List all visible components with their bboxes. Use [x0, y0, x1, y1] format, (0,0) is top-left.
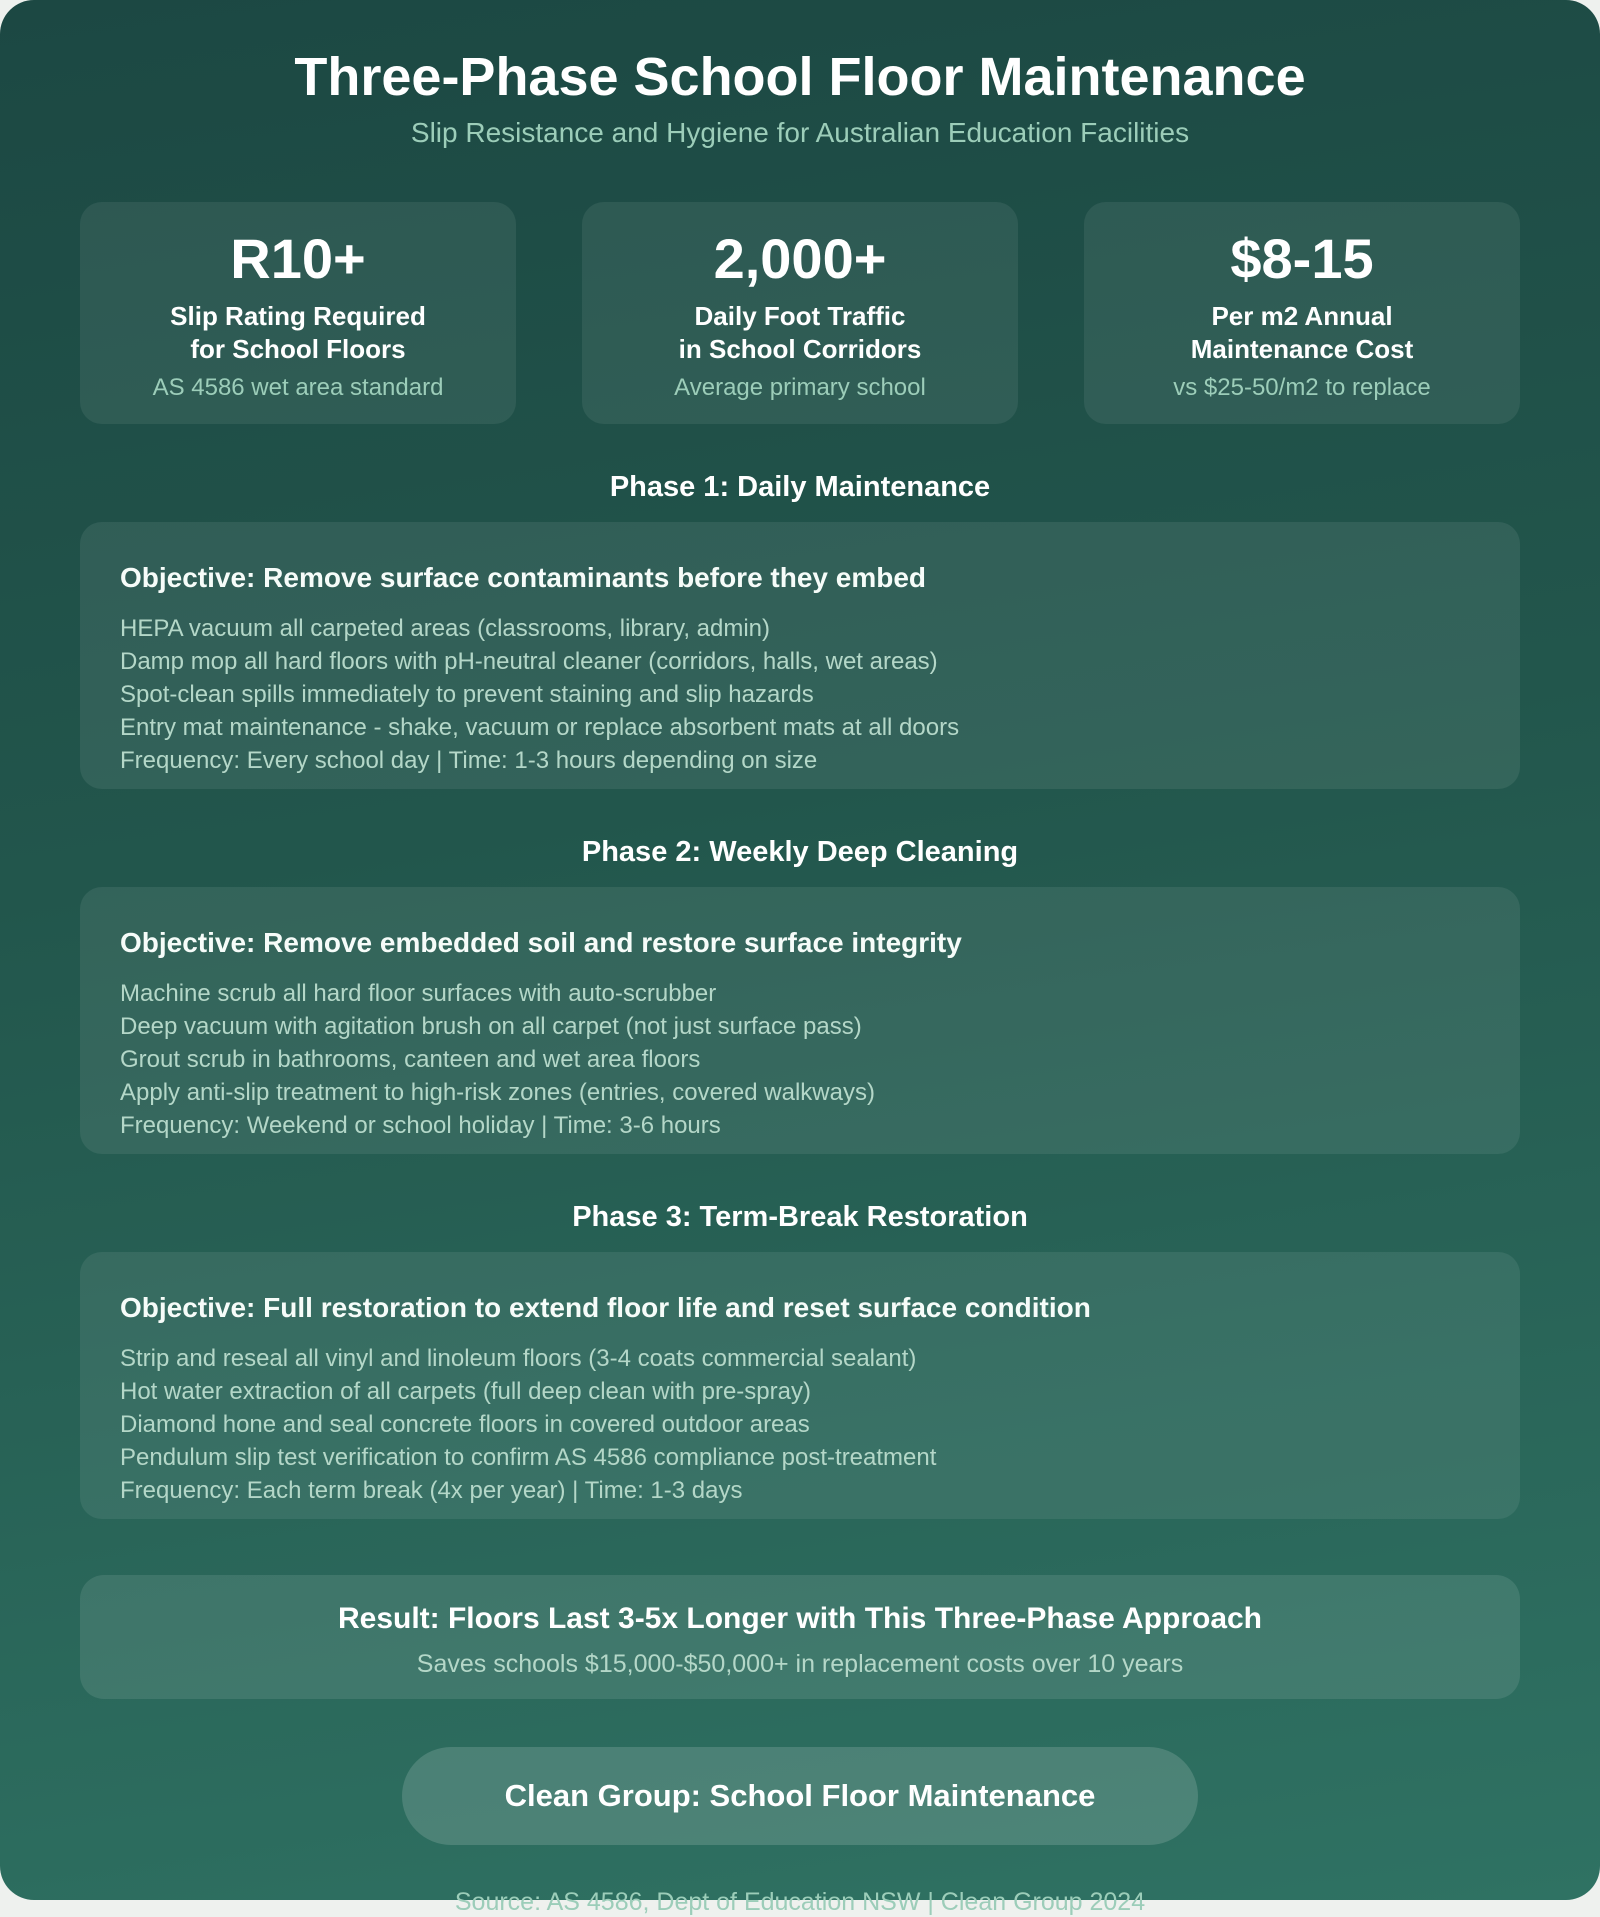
- stat-label: [1102, 300, 1502, 366]
- phase-3-heading: Phase 3: Term-Break Restoration: [572, 1201, 1028, 1233]
- result-box: [80, 1575, 1520, 1699]
- stat-label: [98, 300, 498, 366]
- stat-card-foot-traffic: [582, 202, 1018, 424]
- stat-label-line: Maintenance Cost: [1190, 334, 1414, 364]
- stat-card-slip-rating: [80, 202, 516, 424]
- clean-group-badge-button[interactable]: [402, 1747, 1198, 1845]
- phase-frequency: Frequency: Every school day | Time: 1-3 hours depending on size: [120, 747, 818, 774]
- stat-label: [600, 300, 1000, 366]
- page-subtitle: Slip Resistance and Hygiene for Australian Education Facilities: [410, 117, 1190, 148]
- stat-note: vs $25-50/m2 to replace: [1173, 374, 1431, 401]
- stat-value: R10+: [230, 227, 366, 290]
- stat-card-maintenance-cost: [1084, 202, 1520, 424]
- phase-task: Damp mop all hard floors with pH-neutral cleaner (corridors, halls, wet areas): [120, 648, 938, 675]
- stat-label-line: Daily Foot Traffic: [694, 301, 906, 331]
- stat-label-line: in School Corridors: [678, 334, 922, 364]
- stats-row: [80, 202, 1520, 424]
- stat-label-line: Slip Rating Required: [170, 301, 426, 331]
- stat-label-line: for School Floors: [190, 334, 406, 364]
- phase-task: Machine scrub all hard floor surfaces with auto-scrubber: [120, 980, 717, 1007]
- phase-task: Hot water extraction of all carpets (full deep clean with pre-spray): [120, 1378, 811, 1405]
- stat-value: 2,000+: [713, 227, 887, 290]
- phase-objective: Objective: Remove embedded soil and restore surface integrity: [120, 927, 962, 958]
- phase-task: Apply anti-slip treatment to high-risk zones (entries, covered walkways): [120, 1079, 875, 1106]
- phase-task: Spot-clean spills immediately to prevent staining and slip hazards: [120, 681, 814, 708]
- phase-task: Pendulum slip test verification to confirm AS 4586 compliance post-treatment: [120, 1444, 937, 1471]
- phase-frequency: Frequency: Each term break (4x per year) | Time: 1-3 days: [120, 1477, 743, 1504]
- result-title: Result: Floors Last 3-5x Longer with This Three-Phase Approach: [337, 1602, 1263, 1635]
- phase-1-panel: [80, 522, 1520, 789]
- stat-value: $8-15: [1230, 227, 1374, 290]
- phase-task: Grout scrub in bathrooms, canteen and wet area floors: [120, 1046, 701, 1073]
- phase-task: Diamond hone and seal concrete floors in covered outdoor areas: [120, 1411, 810, 1438]
- content-column: [80, 46, 1520, 1917]
- result-subtitle: Saves schools $15,000-$50,000+ in replacement costs over 10 years: [416, 1650, 1184, 1678]
- phase-task: Entry mat maintenance - shake, vacuum or replace absorbent mats at all doors: [120, 714, 960, 741]
- phase-task: Strip and reseal all vinyl and linoleum floors (3-4 coats commercial sealant): [120, 1345, 917, 1372]
- stat-note: Average primary school: [674, 374, 926, 401]
- phase-frequency: Frequency: Weekend or school holiday | Time: 3-6 hours: [120, 1112, 721, 1139]
- phase-objective: Objective: Remove surface contaminants before they embed: [120, 562, 927, 593]
- page-title: Three-Phase School Floor Maintenance: [294, 47, 1306, 107]
- phase-task: Deep vacuum with agitation brush on all carpet (not just surface pass): [120, 1013, 862, 1040]
- phase-2-panel: [80, 887, 1520, 1154]
- phase-objective: Objective: Full restoration to extend floor life and reset surface condition: [120, 1292, 1091, 1323]
- phase-1-heading: Phase 1: Daily Maintenance: [609, 471, 991, 503]
- stat-label-line: Per m2 Annual: [1211, 301, 1393, 331]
- source-footer: Source: AS 4586, Dept of Education NSW | Clean Group 2024: [454, 1888, 1146, 1916]
- phase-3-panel: [80, 1252, 1520, 1519]
- phase-task: HEPA vacuum all carpeted areas (classrooms, library, admin): [120, 615, 771, 642]
- clean-group-badge-label: Clean Group: School Floor Maintenance: [504, 1778, 1096, 1813]
- stat-note: AS 4586 wet area standard: [152, 374, 444, 401]
- phase-2-heading: Phase 2: Weekly Deep Cleaning: [581, 836, 1019, 868]
